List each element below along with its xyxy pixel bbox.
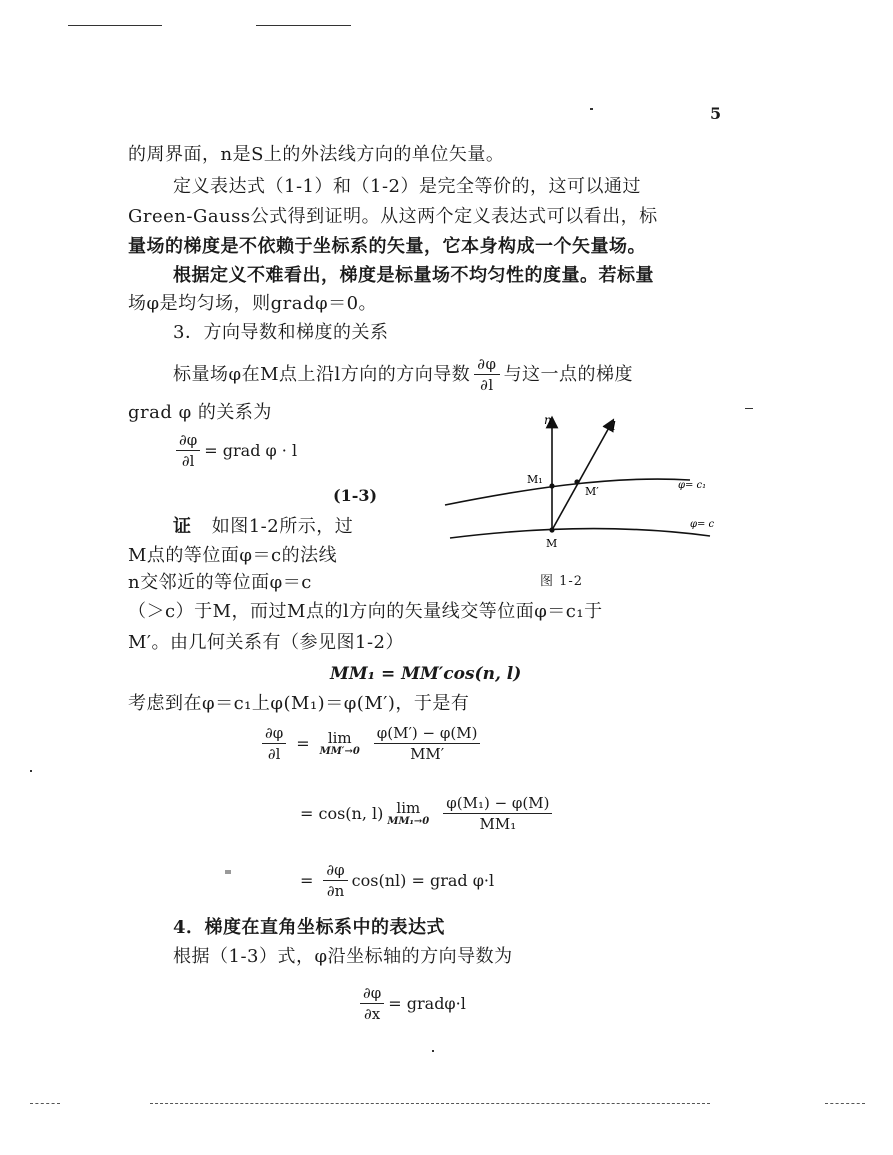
limit-equation-2: [300, 793, 556, 834]
label-c1: φ= c₁: [678, 480, 707, 491]
fraction-denominator: ∂l: [267, 745, 281, 763]
point-M1: [549, 483, 554, 488]
scan-speck: [590, 108, 593, 110]
text-line-8: grad φ 的关系为: [128, 402, 272, 423]
limit-operator-2: [387, 800, 429, 828]
fraction-denominator: MM′: [410, 745, 445, 763]
section-heading-3: 3．方向导数和梯度的关系: [173, 322, 389, 343]
proof-line-1: [173, 516, 353, 538]
limit-operator-1: [320, 730, 360, 758]
text-line-2: 定义表达式（1-1）和（1-2）是完全等价的，这可以通过: [173, 176, 641, 197]
fraction-numerator: ∂φ: [176, 430, 200, 451]
text-last: 根据（1-3）式，φ沿坐标轴的方向导数为: [173, 946, 513, 967]
fraction-dphi-dx: [360, 983, 384, 1024]
limit-text: lim: [396, 798, 421, 817]
label-n: n: [544, 413, 552, 427]
limit-subscript: MM₁→0: [387, 815, 430, 827]
proof-line-3: n交邻近的等位面φ＝c: [128, 572, 312, 593]
text-line-7a: 标量场φ在M点上沿l方向的方向导数: [173, 363, 471, 385]
proof-line-4: （＞c）于M，而过M点的l方向的矢量线交等位面φ＝c₁于: [128, 601, 603, 622]
text-line-7: [173, 354, 633, 395]
equation-1-3-rhs: = grad φ · l: [204, 441, 298, 460]
figure-1-2: [440, 410, 740, 590]
proof-line-5: M′。由几何关系有（参见图1-2）: [128, 632, 405, 653]
fraction-limit-1: [374, 723, 481, 764]
text-line-7b: 与这一点的梯度: [503, 363, 634, 385]
label-M: M: [546, 537, 558, 550]
label-l: l: [612, 419, 616, 433]
equation-3-rhs: cos(nl) = grad φ·l: [351, 871, 495, 890]
text-line-5: 根据定义不难看出，梯度是标量场不均匀性的度量。若标量: [173, 265, 654, 286]
limit-text: lim: [327, 728, 352, 747]
equation-x-rhs: = gradφ·l: [388, 994, 466, 1013]
point-M: [549, 527, 554, 532]
equation-prefix-3: =: [300, 871, 314, 890]
equation-1-3: [172, 430, 297, 471]
equation-label-1-3: (1-3): [333, 486, 378, 505]
fraction-denominator: ∂l: [181, 452, 195, 470]
fraction-denominator: ∂l: [480, 376, 494, 394]
label-c: φ= c: [690, 519, 715, 530]
fraction-dphi-dl-lim: [262, 723, 286, 764]
fraction-numerator: ∂φ: [323, 860, 347, 881]
scan-speck: [225, 870, 231, 874]
section-heading-4: 4．梯度在直角坐标系中的表达式: [173, 917, 446, 938]
header-rule-left: [68, 25, 162, 26]
limit-subscript: MM′→0: [319, 745, 360, 757]
text-line-4: 量场的梯度是不依赖于坐标系的矢量，它本身构成一个矢量场。: [128, 236, 646, 257]
fraction-numerator: ∂φ: [262, 723, 286, 744]
scan-speck: [745, 408, 753, 409]
figure-caption: 图 1-2: [540, 574, 584, 589]
equation-prefix-2: = cos(n, l): [300, 804, 384, 823]
header-rule-right: [256, 25, 351, 26]
fraction-dphi-dn: [323, 860, 347, 901]
fraction-numerator: φ(M₁) − φ(M): [443, 793, 552, 814]
point-Mprime: [574, 479, 579, 484]
label-Mprime: M′: [585, 485, 599, 498]
fraction-numerator: ∂φ: [360, 983, 384, 1004]
limit-equation-1: [258, 723, 484, 764]
proof-line-2: M点的等位面φ＝c的法线: [128, 545, 338, 566]
fraction-numerator: ∂φ: [474, 354, 499, 375]
fraction-limit-2: [443, 793, 552, 834]
proof-text-1: 如图1-2所示，过: [211, 516, 354, 537]
text-consider: 考虑到在φ＝c₁上φ(M₁)＝φ(M′)，于是有: [128, 693, 470, 714]
fraction-dphi-dl-eq: [176, 430, 200, 471]
proof-label: 证: [173, 516, 192, 537]
equals-sign: =: [296, 734, 310, 753]
fraction-denominator: ∂x: [364, 1005, 381, 1023]
fraction-dphi-dl: [474, 354, 499, 395]
bottom-scan-edge-right: [825, 1103, 865, 1105]
fraction-denominator: ∂n: [326, 882, 345, 900]
fraction-numerator: φ(M′) − φ(M): [374, 723, 481, 744]
text-line-3: Green-Gauss公式得到证明。从这两个定义表达式可以看出，标: [128, 206, 658, 227]
label-M1: M₁: [527, 473, 543, 486]
fraction-denominator: MM₁: [479, 815, 517, 833]
scan-speck: [432, 1050, 434, 1052]
equation-x-derivative: [356, 983, 466, 1024]
text-line-6: 场φ是均匀场，则gradφ＝0。: [128, 293, 378, 314]
bottom-scan-edge-left: [30, 1103, 60, 1105]
equation-geometry: MM₁ = MM′cos(n, l): [330, 664, 522, 684]
text-line-1: 的周界面，n是S上的外法线方向的单位矢量。: [128, 144, 505, 165]
scan-speck: [30, 770, 32, 772]
result-equation: [300, 860, 494, 901]
direction-vector-l: [552, 424, 611, 530]
bottom-scan-edge: [150, 1103, 710, 1105]
equipotential-curve-c: [450, 529, 710, 538]
page-number: 5: [710, 104, 722, 123]
